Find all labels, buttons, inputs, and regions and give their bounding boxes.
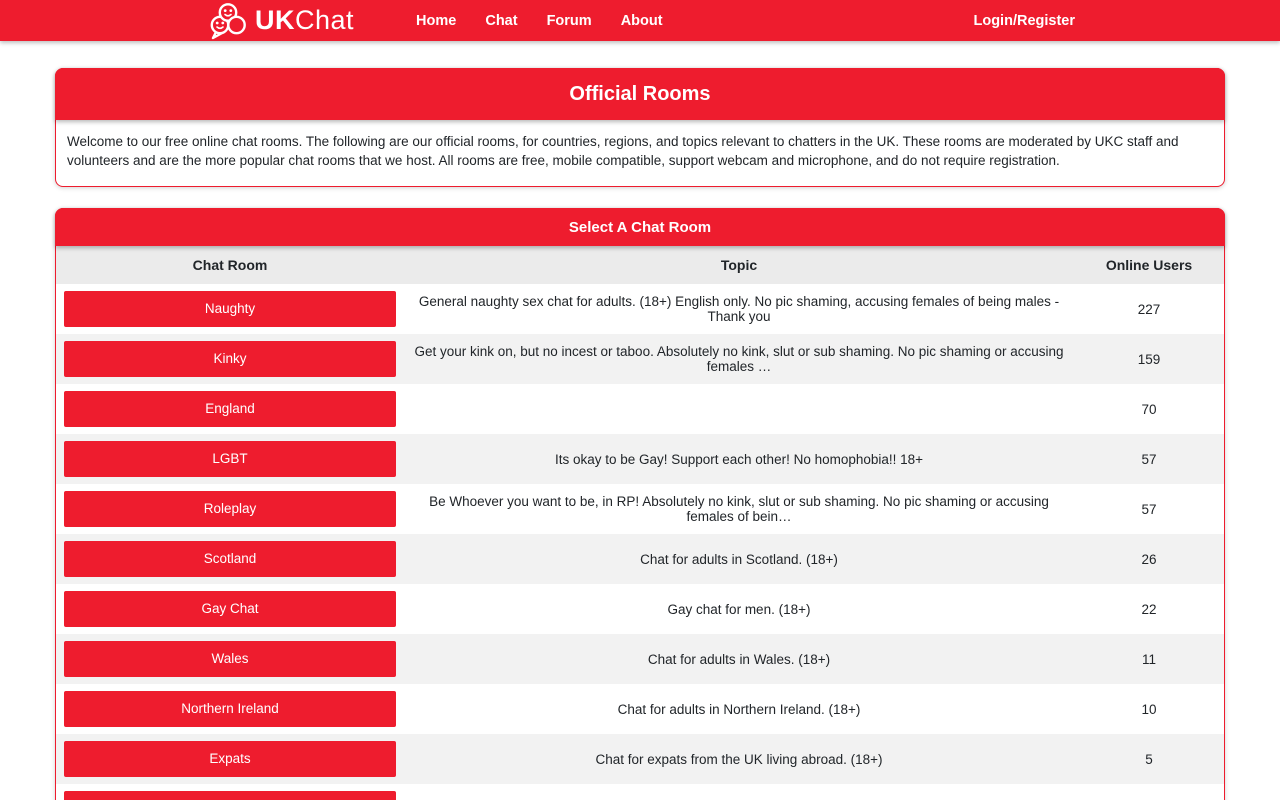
room-button[interactable] xyxy=(64,791,396,800)
table-row xyxy=(56,634,1224,684)
room-table-card xyxy=(55,208,1225,800)
online-users-count: 227 xyxy=(1137,301,1161,317)
table-row xyxy=(56,684,1224,734)
room-button[interactable]: Kinky xyxy=(64,341,396,377)
brand-name: UKChat xyxy=(255,5,355,35)
room-button[interactable]: Naughty xyxy=(64,291,396,327)
room-topic: Get your kink on, but no incest or taboo. Absolutely no kink, slut or sub shaming. No pic shaming or accusing females … xyxy=(414,344,1064,374)
room-button[interactable]: Expats xyxy=(64,741,396,777)
room-topic: Chat for adults in Scotland. (18+) xyxy=(640,551,838,567)
room-topic: Chat for expats from the UK living abroad. (18+) xyxy=(595,751,883,767)
room-button[interactable]: Northern Ireland xyxy=(64,691,396,727)
table-row xyxy=(56,734,1224,784)
online-users-count: 57 xyxy=(1141,451,1157,467)
room-topic: Gay chat for men. (18+) xyxy=(667,601,811,617)
room-button[interactable]: Scotland xyxy=(64,541,396,577)
room-button[interactable]: Wales xyxy=(64,641,396,677)
room-table-title: Select A Chat Room xyxy=(55,208,1225,246)
rooms-table xyxy=(56,246,1224,800)
room-topic: Be Whoever you want to be, in RP! Absolutely no kink, slut or sub shaming. No pic shaming or accusing females of bein… xyxy=(429,494,1049,524)
online-users-count: 10 xyxy=(1141,701,1157,717)
table-row xyxy=(56,584,1224,634)
nav-item-chat[interactable]: Chat xyxy=(485,12,518,29)
table-row xyxy=(56,484,1224,534)
page-content xyxy=(55,68,1225,800)
table-row xyxy=(56,534,1224,584)
room-topic: General naughty sex chat for adults. (18+) English only. No pic shaming, accusing females of being males - Thank you xyxy=(418,294,1060,324)
column-header-chat-room: Chat Room xyxy=(192,257,268,273)
online-users-count: 26 xyxy=(1141,551,1157,567)
nav-item-about[interactable]: About xyxy=(620,12,663,29)
table-row xyxy=(56,334,1224,384)
online-users-count: 159 xyxy=(1137,351,1161,367)
table-row xyxy=(56,434,1224,484)
nav-item-forum[interactable]: Forum xyxy=(546,12,592,29)
nav-item-home[interactable]: Home xyxy=(416,12,457,29)
room-topic: Its okay to be Gay! Support each other! No homophobia!! 18+ xyxy=(554,451,924,467)
room-button[interactable]: England xyxy=(64,391,396,427)
table-header-row xyxy=(56,246,1224,284)
column-header-online-users: Online Users xyxy=(1105,257,1193,273)
room-button[interactable]: Roleplay xyxy=(64,491,396,527)
official-rooms-title: Official Rooms xyxy=(55,68,1225,120)
table-row xyxy=(56,784,1224,800)
room-button[interactable]: LGBT xyxy=(64,441,396,477)
online-users-count: 57 xyxy=(1141,501,1157,517)
room-topic: Chat for adults in Wales. (18+) xyxy=(647,651,831,667)
online-users-count: 22 xyxy=(1141,601,1157,617)
table-row xyxy=(56,384,1224,434)
online-users-count: 11 xyxy=(1141,651,1156,667)
top-navigation-bar xyxy=(0,0,1280,41)
ukchat-logo-icon xyxy=(205,2,251,40)
official-rooms-description: Welcome to our free online chat rooms. The following are our official rooms, for countries, regions, and topics relevant to chatters in the UK. These rooms are moderated by UKC staff and volunteers and are the more popular chat rooms that we host. All rooms are free, mobile compatible, support webcam and microphone, and do not require registration. xyxy=(67,134,1179,168)
main-nav xyxy=(416,13,663,29)
login-register-link[interactable]: Login/Register xyxy=(973,12,1075,29)
online-users-count: 70 xyxy=(1141,401,1157,417)
ukchat-logo[interactable] xyxy=(205,2,354,40)
official-rooms-card xyxy=(55,68,1225,187)
room-topic: Chat for adults in Northern Ireland. (18+) xyxy=(617,701,861,717)
online-users-count: 5 xyxy=(1145,751,1153,767)
table-row xyxy=(56,284,1224,334)
room-button[interactable]: Gay Chat xyxy=(64,591,396,627)
column-header-topic: Topic xyxy=(720,257,758,273)
